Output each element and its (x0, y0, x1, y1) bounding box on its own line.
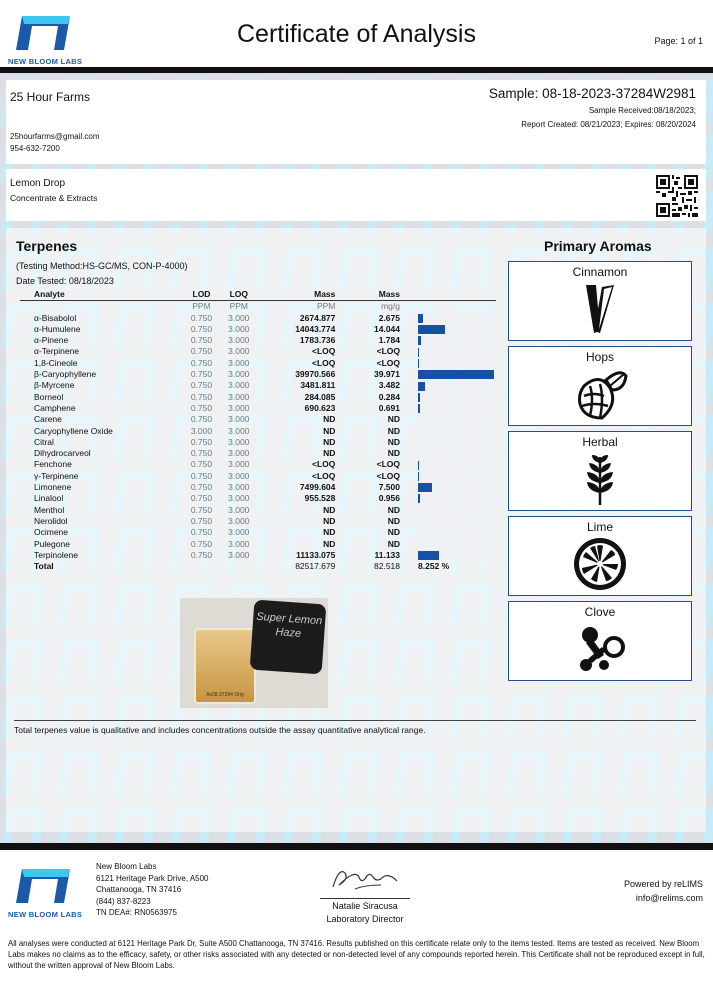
concentration-bar-track (418, 415, 494, 424)
page-footer (0, 843, 713, 987)
bar-cell (412, 539, 496, 550)
concentration-bar (418, 325, 445, 334)
loq-cell: 3.000 (228, 515, 250, 526)
lab-address (96, 861, 209, 919)
mass-ppm-cell: 3481.811 (300, 380, 336, 391)
aroma-hops (508, 346, 692, 426)
client-name: 25 Hour Farms (10, 90, 91, 104)
aroma-clove (508, 601, 692, 681)
lod-cell: 0.750 (190, 482, 213, 493)
concentration-bar-track (418, 404, 494, 413)
concentration-bar (418, 370, 494, 379)
client-email: 25hourfarms@gmail.com (10, 132, 100, 141)
bar-cell (412, 550, 496, 561)
bar-cell (412, 482, 496, 493)
lod-cell: 0.750 (190, 323, 213, 334)
mass-mg-cell: 1.784 (378, 335, 400, 346)
mass-mg-cell: 0.284 (378, 391, 400, 402)
product-panel (6, 169, 706, 221)
aroma-label: Clove (584, 605, 616, 619)
col-mass-ppm: Mass (257, 289, 345, 301)
logo-text: NEW BLOOM LABS (8, 57, 83, 66)
table-row (20, 539, 496, 550)
jar-lid: Super Lemon Haze (250, 600, 327, 675)
bar-cell (412, 313, 496, 324)
mass-ppm-cell: 2674.877 (299, 312, 336, 323)
footer-logo (8, 867, 83, 919)
lod-cell: 0.750 (190, 515, 213, 526)
loq-cell: 3.000 (228, 482, 250, 493)
bar-cell (412, 346, 496, 357)
mass-ppm-cell: ND (323, 414, 336, 425)
total-lod (183, 561, 220, 572)
concentration-bar-track (418, 517, 494, 526)
concentration-bar-track (418, 382, 494, 391)
mass-mg-cell: ND (387, 527, 400, 538)
page-title: Certificate of Analysis (237, 20, 476, 48)
aroma-herbal (508, 431, 692, 511)
col-analyte: Analyte (20, 289, 183, 301)
table-row (20, 426, 496, 437)
loq-cell: 3.000 (228, 493, 250, 504)
lod-cell: 0.750 (190, 493, 213, 504)
lod-cell: 0.750 (190, 538, 213, 549)
mass-mg-cell: 11.133 (374, 549, 400, 560)
bar-cell (412, 403, 496, 414)
concentration-bar-track (418, 370, 494, 379)
concentration-bar-track (418, 540, 494, 549)
product-name: Lemon Drop (10, 178, 66, 189)
concentration-bar-track (418, 336, 494, 345)
mass-ppm-cell: <LOQ (311, 470, 336, 481)
signer-title: Laboratory Director (326, 914, 404, 924)
mass-mg-cell: 14.044 (374, 323, 400, 334)
lime-icon (570, 536, 630, 592)
table-row (20, 482, 496, 493)
analyte-cell: γ-Terpinene (34, 470, 79, 481)
sample-photo (180, 598, 328, 708)
page-number: Page: 1 of 1 (654, 36, 703, 46)
sample-id: Sample: 08-18-2023-37284W2981 (488, 86, 696, 101)
new-bloom-logo-icon (12, 867, 74, 903)
analyte-cell: β-Myrcene (34, 380, 75, 391)
total-row (20, 561, 496, 572)
bar-cell (412, 369, 496, 380)
mass-mg-cell: ND (387, 515, 400, 526)
terpenes-table (20, 289, 496, 572)
client-phone: 954-632-7200 (10, 144, 60, 153)
loq-cell: 3.000 (228, 538, 250, 549)
lod-cell: 0.750 (190, 380, 213, 391)
mass-mg-cell: 39.971 (374, 369, 400, 380)
concentration-bar-track (418, 472, 494, 481)
concentration-bar (418, 494, 420, 503)
page-header (0, 0, 713, 68)
col-lod: LOD (183, 289, 220, 301)
client-panel (6, 80, 706, 164)
concentration-bar (418, 336, 421, 345)
mass-ppm-cell: ND (323, 448, 336, 459)
report-dates: Report Created: 08/21/2023; Expires: 08/20/2024 (521, 120, 696, 129)
mass-mg-cell: 0.956 (378, 493, 400, 504)
concentration-bar-track (418, 449, 494, 458)
mass-mg-cell: ND (387, 436, 400, 447)
mass-ppm-cell: <LOQ (311, 346, 336, 357)
primary-aromas-title: Primary Aromas (544, 238, 652, 254)
lod-cell: 3.000 (190, 425, 213, 436)
loq-cell: 3.000 (228, 380, 250, 391)
lod-cell: 0.750 (190, 448, 213, 459)
cinnamon-icon (570, 281, 630, 337)
loq-cell: 3.000 (228, 402, 250, 413)
analyte-cell: Citral (34, 436, 54, 447)
lod-cell: 0.750 (190, 527, 213, 538)
lod-cell: 0.750 (190, 470, 213, 481)
mass-ppm-cell: 955.528 (304, 493, 336, 504)
lab-address-line2: Chattanooga, TN 37416 (96, 885, 182, 895)
concentration-bar-track (418, 551, 494, 560)
concentration-bar (418, 551, 439, 560)
bar-cell (412, 426, 496, 437)
unit-mass-ppm: PPM (316, 301, 336, 312)
mass-ppm-cell: ND (323, 538, 336, 549)
total-loq (220, 561, 257, 572)
concentration-bar-track (418, 494, 494, 503)
analyte-cell: Nerolidol (34, 515, 68, 526)
mass-ppm-cell: <LOQ (311, 357, 336, 368)
lod-cell: 0.750 (190, 335, 213, 346)
mass-mg-cell: 2.675 (378, 312, 400, 323)
table-row (20, 346, 496, 357)
loq-cell: 3.000 (228, 527, 250, 538)
analyte-cell: Camphene (34, 402, 76, 413)
loq-cell: 3.000 (228, 448, 250, 459)
terpenes-footnote: Total terpenes value is qualitative and includes concentrations outside the assay quantitative analytical range. (14, 720, 696, 735)
lod-cell: 0.750 (190, 414, 213, 425)
sample-received: Sample Received:08/18/2023; (588, 106, 696, 115)
table-row (20, 471, 496, 482)
loq-cell: 3.000 (228, 391, 250, 402)
analyte-cell: Borneol (34, 391, 64, 402)
unit-mass-mg: mg/g (381, 301, 400, 312)
lod-cell: 0.750 (190, 391, 213, 402)
table-row (20, 358, 496, 369)
concentration-bar-track (418, 359, 494, 368)
concentration-bar-track (418, 506, 494, 515)
bar-cell (412, 392, 496, 403)
table-row (20, 459, 496, 470)
total-mg: 82.518 (374, 561, 400, 572)
concentration-bar-track (418, 427, 494, 436)
table-row (20, 448, 496, 459)
analyte-cell: Fenchone (34, 459, 72, 470)
analyte-cell: α-Pinene (34, 335, 69, 346)
table-row (20, 313, 496, 324)
relims-info (624, 877, 703, 905)
terpenes-title: Terpenes (16, 238, 78, 254)
loq-cell: 3.000 (228, 323, 250, 334)
loq-cell: 3.000 (228, 414, 250, 425)
mass-ppm-cell: ND (323, 504, 336, 515)
lod-cell: 0.750 (190, 459, 213, 470)
analyte-cell: Pulegone (34, 538, 70, 549)
bar-cell (412, 493, 496, 504)
total-percent: 8.252 % (418, 561, 450, 572)
mass-mg-cell: <LOQ (376, 357, 400, 368)
mass-ppm-cell: 690.623 (304, 402, 336, 413)
bar-cell (412, 358, 496, 369)
lab-phone: (844) 837-8223 (96, 896, 151, 906)
loq-cell: 3.000 (228, 549, 250, 560)
concentration-bar-track (418, 461, 494, 470)
analyte-cell: Linalool (34, 493, 64, 504)
mass-mg-cell: <LOQ (376, 470, 400, 481)
analyte-cell: α-Terpinene (34, 346, 80, 357)
analyte-cell: α-Bisabolol (34, 312, 77, 323)
analyte-cell: Carene (34, 414, 62, 425)
loq-cell: 3.000 (228, 504, 250, 515)
concentration-bar-track (418, 528, 494, 537)
loq-cell: 3.000 (228, 425, 250, 436)
qr-code-icon[interactable] (656, 175, 698, 217)
lab-name: New Bloom Labs (96, 862, 157, 871)
loq-cell: 3.000 (228, 369, 250, 380)
mass-ppm-cell: 39970.566 (295, 369, 336, 380)
lod-cell: 0.750 (190, 346, 213, 357)
col-loq: LOQ (220, 289, 257, 301)
bar-cell (412, 437, 496, 448)
lab-address-line1: 6121 Heritage Park Drive, A500 (96, 873, 209, 883)
bar-cell (412, 335, 496, 346)
mass-ppm-cell: 7499.604 (299, 482, 336, 493)
bar-cell (412, 448, 496, 459)
aroma-label: Herbal (582, 435, 618, 449)
concentration-bar-track (418, 325, 494, 334)
bar-cell (412, 380, 496, 391)
mass-ppm-cell: ND (323, 425, 336, 436)
hops-icon (570, 366, 630, 422)
signature-icon (325, 863, 405, 893)
herbal-icon (570, 451, 630, 507)
mass-ppm-cell: ND (323, 436, 336, 447)
table-row (20, 437, 496, 448)
bar-cell (412, 505, 496, 516)
concentration-bar-track (418, 314, 494, 323)
table-header-row (20, 289, 496, 301)
bar-cell (412, 471, 496, 482)
concentration-bar-track (418, 348, 494, 357)
signature-line (320, 898, 410, 899)
lab-dea: TN DEA#: RN0563975 (96, 908, 177, 918)
table-row (20, 550, 496, 561)
lod-cell: 0.750 (190, 357, 213, 368)
lod-cell: 0.750 (190, 436, 213, 447)
footer-divider (0, 843, 713, 850)
concentration-bar-track (418, 483, 494, 492)
terpenes-section (6, 228, 706, 832)
mass-ppm-cell: 11133.075 (296, 549, 336, 560)
analyte-cell: Ocimene (34, 527, 69, 538)
mass-mg-cell: <LOQ (376, 346, 400, 357)
disclaimer: All analyses were conducted at 6121 Heritage Park Dr, Suite A500 Chattanooga, TN 37416. Results published on this certificate relate only to the items tested. Items are tested as received. New Bloom Labs makes no claims as to the efficacy, safety, or other risks associated with any detected or non-detected level of any compounds reported herein. This Certificate shall not be reproduced except in full, without the written approval of New Bloom Labs. (8, 939, 705, 970)
sample-jar (194, 628, 256, 704)
mass-mg-cell: ND (387, 414, 400, 425)
table-row (20, 380, 496, 391)
mass-ppm-cell: <LOQ (311, 459, 336, 470)
mass-mg-cell: <LOQ (376, 459, 400, 470)
loq-cell: 3.000 (228, 436, 250, 447)
mass-ppm-cell: 284.085 (304, 391, 336, 402)
lod-cell: 0.750 (190, 312, 213, 323)
table-row (20, 403, 496, 414)
aroma-label: Cinnamon (572, 265, 628, 279)
aroma-cinnamon (508, 261, 692, 341)
analyte-cell: 1,8-Cineole (34, 357, 78, 368)
jar-label: Ac08 37284 Orig (206, 692, 244, 698)
loq-cell: 3.000 (228, 357, 250, 368)
lod-cell: 0.750 (190, 549, 213, 560)
loq-cell: 3.000 (228, 459, 250, 470)
mass-mg-cell: ND (387, 448, 400, 459)
mass-ppm-cell: ND (323, 515, 336, 526)
mass-mg-cell: 0.691 (378, 402, 400, 413)
mass-mg-cell: ND (387, 538, 400, 549)
analyte-cell: Terpinolene (34, 549, 78, 560)
mass-mg-cell: ND (387, 425, 400, 436)
bar-cell (412, 324, 496, 335)
unit-loq: PPM (229, 301, 248, 312)
concentration-bar (418, 483, 432, 492)
units-row (20, 301, 496, 313)
concentration-bar-track (418, 393, 494, 402)
table-row (20, 335, 496, 346)
table-row (20, 324, 496, 335)
relims-email[interactable]: info@relims.com (635, 893, 703, 903)
concentration-bar (418, 404, 420, 413)
table-row (20, 493, 496, 504)
concentration-bar-track (418, 438, 494, 447)
col-mass-mg: Mass (345, 289, 412, 301)
mass-ppm-cell: 14043.774 (295, 323, 336, 334)
bar-cell (412, 459, 496, 470)
logo-text: NEW BLOOM LABS (8, 910, 83, 919)
mass-mg-cell: 3.482 (378, 380, 400, 391)
total-ppm: 82517.679 (295, 561, 336, 572)
mass-mg-cell: ND (387, 504, 400, 515)
date-tested: Date Tested: 08/18/2023 (16, 276, 114, 286)
table-row (20, 392, 496, 403)
mass-mg-cell: 7.500 (378, 482, 400, 493)
signer-name: Natalie Siracusa (332, 901, 398, 911)
lod-cell: 0.750 (190, 369, 213, 380)
signature-block (300, 863, 430, 924)
table-row (20, 527, 496, 538)
table-row (20, 505, 496, 516)
product-type: Concentrate & Extracts (10, 193, 98, 203)
analyte-cell: Dihydrocarveol (34, 448, 91, 459)
aroma-lime (508, 516, 692, 596)
lod-cell: 0.750 (190, 402, 213, 413)
bar-cell (412, 527, 496, 538)
lod-cell: 0.750 (190, 504, 213, 515)
analyte-cell: Limonene (34, 482, 72, 493)
analyte-cell: β-Caryophyllene (34, 369, 97, 380)
loq-cell: 3.000 (228, 335, 250, 346)
total-label: Total (34, 561, 54, 572)
analyte-cell: α-Humulene (34, 323, 81, 334)
aroma-label: Hops (585, 350, 614, 364)
clove-icon (570, 621, 630, 677)
mass-ppm-cell: ND (323, 527, 336, 538)
concentration-bar (418, 393, 420, 402)
testing-method: (Testing Method:HS-GC/MS, CON-P-4000) (16, 261, 188, 271)
loq-cell: 3.000 (228, 312, 250, 323)
analyte-cell: Caryophyllene Oxide (34, 425, 113, 436)
concentration-bar (418, 382, 425, 391)
concentration-bar (418, 314, 423, 323)
bar-cell (412, 516, 496, 527)
unit-lod: PPM (192, 301, 211, 312)
bar-cell (412, 414, 496, 425)
analyte-cell: Menthol (34, 504, 65, 515)
table-row (20, 369, 496, 380)
loq-cell: 3.000 (228, 346, 250, 357)
mass-ppm-cell: 1783.736 (299, 335, 336, 346)
table-row (20, 516, 496, 527)
col-bar (412, 289, 496, 301)
loq-cell: 3.000 (228, 470, 250, 481)
aroma-label: Lime (586, 520, 613, 534)
table-row (20, 414, 496, 425)
powered-by: Powered by reLIMS (623, 879, 703, 889)
